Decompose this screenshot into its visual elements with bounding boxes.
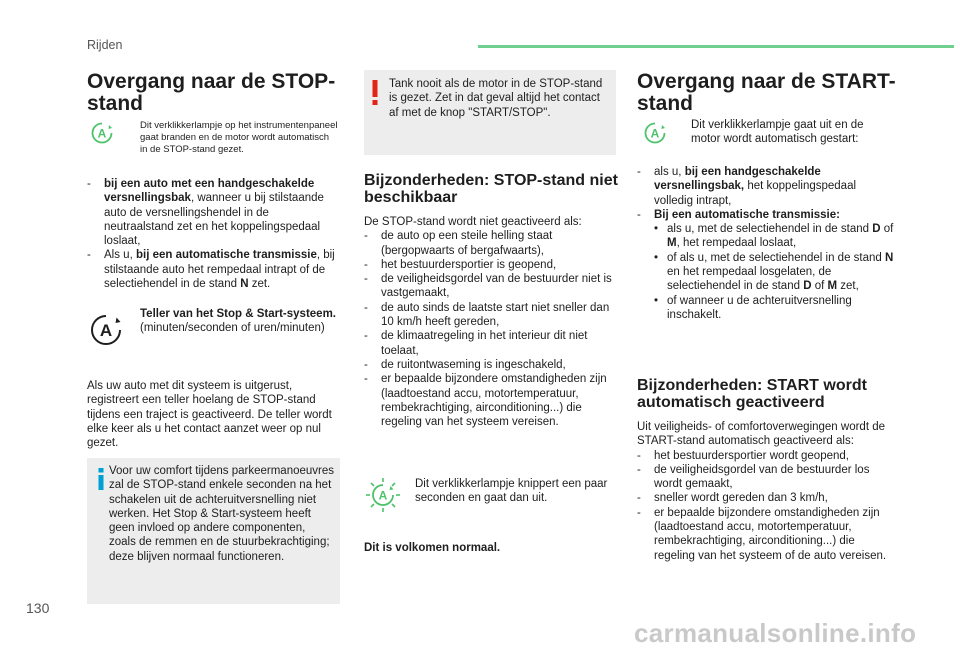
list-intro: De STOP-stand wordt niet geactiveerd als:	[364, 216, 582, 228]
list-item: - de auto op een steile helling staat (bergopwaarts of bergafwaarts),	[364, 230, 553, 257]
svg-text:A: A	[650, 126, 660, 141]
counter-title: Teller van het Stop & Start-systeem.	[140, 308, 336, 320]
list-item: - het bestuurdersportier wordt geopend,	[637, 449, 849, 462]
counter-description	[140, 307, 340, 336]
blink-description: Dit verklikkerlampje knippert een paar seconden en gaat dan uit.	[415, 478, 608, 505]
svg-text:A: A	[99, 321, 113, 340]
sub-list-item: • als u, met de selectiehendel in de stand D of M, het rempedaal loslaat,	[654, 223, 894, 250]
list-item: - de ruitontwaseming is ingeschakeld,	[364, 358, 566, 371]
start-lamp-description: Dit verklikkerlampje gaat uit en de motor wordt automatisch gestart:	[691, 119, 864, 146]
list-item: - sneller wordt gereden dan 3 km/h,	[637, 492, 828, 505]
list-item: - er bepaalde bijzondere omstandigheden zijn (laadtoestand accu, motortemperatuur, rembekrachtiging, airconditioning...) die regeling van het systeem of de auto vereisen.	[637, 506, 887, 562]
list-item: - Als u, bij een automatische transmissie, bij stilstaande auto het rempedaal intrapt of de selectiehendel in de stand N zet.	[87, 249, 335, 291]
info-icon	[97, 468, 105, 490]
blinking-a-icon	[365, 477, 401, 513]
list-item: - de veiligheidsgordel van de bestuurder niet is vastgemaakt,	[364, 273, 612, 300]
section-title-stop-unavailable: Bijzonderheden: STOP-stand niet beschikbaar	[364, 172, 618, 206]
stop-conditions-list	[87, 177, 339, 291]
list-item: - bij een auto met een handgeschakelde versnellingsbak, wanneer u bij stilstaande auto de versnellingshendel in de neutraalstand zet en het koppelingspedaal loslaat,	[87, 178, 324, 248]
list-item: - de klimaatregeling in het interieur dit niet toelaat,	[364, 330, 588, 357]
normal-note: Dit is volkomen normaal.	[364, 542, 501, 554]
info-text: Voor uw comfort tijdens parkeermanoeuvres zal de STOP-stand enkele seconden na het schakelen uit de achteruitversnelling niet werken. Het Stop & Start-systeem heeft geen invloed op andere componenten, zoals de remmen en de stuurbekrachtiging; deze blijven normaal functioneren.	[109, 465, 334, 563]
eco-a-icon-green	[90, 121, 114, 145]
section-title-start: Overgang naar de START- stand	[637, 70, 896, 115]
warning-icon	[371, 80, 379, 106]
list-item: - de auto sinds de laatste start niet sneller dan 10 km/h heeft gereden,	[364, 301, 610, 329]
list-item: - de veiligheidsgordel van de bestuurder los wordt gemaakt,	[637, 463, 870, 491]
section-label: Rijden	[87, 38, 123, 52]
start-conditions-list	[637, 165, 895, 322]
section-title-start-auto: Bijzonderheden: START wordt automatisch geactiveerd	[637, 377, 867, 411]
start-auto-list	[637, 420, 895, 563]
info-box	[87, 458, 340, 604]
counter-paragraph: Als uw auto met dit systeem is uitgerust, registreert een teller hoelang de STOP-stand tijdens een traject is geactiveerd. De teller wordt elke keer als u het contact aanzet weer op nul gezet.	[87, 380, 332, 450]
list-intro: Uit veiligheids- of comfortoverwegingen wordt de START-stand automatisch geactiveerd als:	[637, 421, 886, 448]
counter-subtitle: (minuten/seconden of uren/minuten)	[140, 322, 325, 335]
svg-text:A: A	[378, 488, 388, 503]
list-item: - Bij een automatische transmissie:	[637, 208, 840, 221]
page-number: 130	[26, 600, 50, 616]
eco-a-icon-green-start	[643, 121, 667, 145]
list-item: - er bepaalde bijzondere omstandigheden zijn (laadtoestand accu, motortemperatuur, rembekrachtiging, airconditioning...) die regeling van het systeem vereisen.	[364, 373, 607, 429]
counter-a-icon	[89, 313, 123, 347]
warning-box	[364, 70, 616, 155]
svg-text:A: A	[97, 126, 107, 141]
watermark: carmanualsonline.info	[634, 618, 917, 648]
sub-list-item: • of als u, met de selectiehendel in de stand N en het rempedaal losgelaten, de selectiehendel in de stand D of M zet,	[654, 251, 894, 293]
list-item: - het bestuurdersportier is geopend,	[364, 258, 557, 271]
warning-text: Tank nooit als de motor in de STOP-stand is gezet. Zet in dat geval altijd het contact af met de knop "START/STOP".	[389, 78, 603, 119]
stop-unavailable-list	[364, 215, 616, 429]
header-bar	[478, 45, 954, 48]
stop-lamp-description: Dit verklikkerlampje op het instrumentenpaneel gaat branden en de motor wordt automatisch in de STOP-stand gezet.	[140, 120, 338, 155]
section-title-stop: Overgang naar de STOP- stand	[87, 70, 336, 115]
sub-list-item: • of wanneer u de achteruitversnelling inschakelt.	[654, 294, 852, 321]
list-item: - als u, bij een handgeschakelde versnellingsbak, het koppelingspedaal volledig intrapt,	[637, 166, 857, 207]
